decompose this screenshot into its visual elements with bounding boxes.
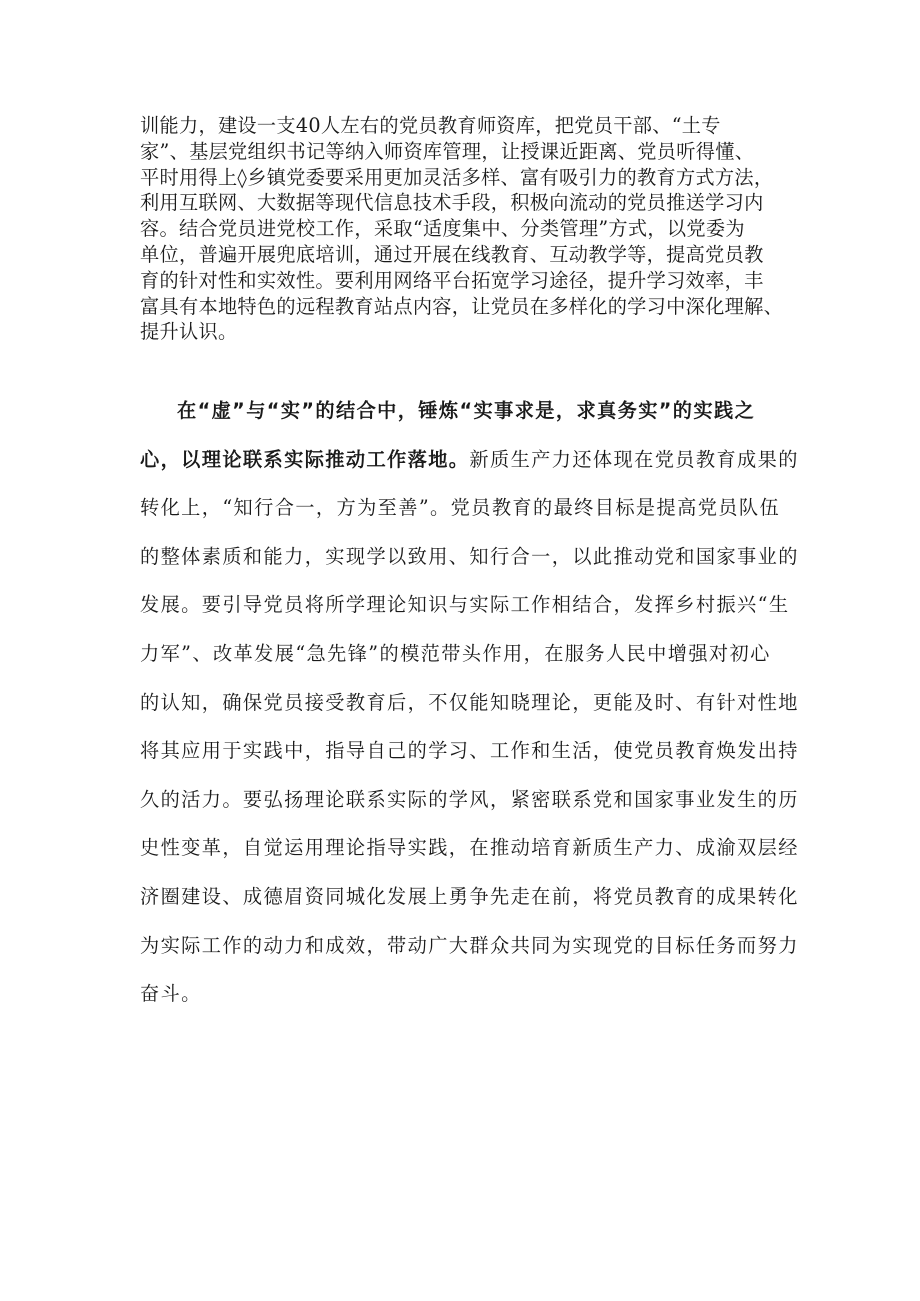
text-line: 富具有本地特色的远程教育站点内容，让党员在多样化的学习中深化理解、 [140,294,784,318]
text-line [140,436,799,485]
paragraph-2 [140,387,799,1019]
text-line: 转化上，“知行合一，方为至善”。党员教育的最终目标是提高党员队伍 [140,496,781,520]
text-line: 的认知，确保党员接受教育后，不仅能知晓理论，更能及时、有针对性地 [140,690,799,714]
text-line: 济圈建设、成德眉资同城化发展上勇争先走在前，将党员教育的成果转化 [140,884,799,908]
text-line: 单位，普遍开展兜底培训，通过开展在线教育、互动教学等，提高党员教 [140,242,764,266]
bold-heading-text: 在“虚”与“实”的结合中，锤炼“实事求是，求真务实”的实践之 [177,399,756,422]
body-text: 新质生产力还体现在党员教育成果的 [469,447,799,471]
text-line: 奋斗。 [140,982,202,1006]
text-line: 将其应用于实践中，指导自己的学习、工作和生活，使党员教育焕发出持 [140,739,799,763]
text-line: 史性变革，自觉运用理论指导实践，在推动培育新质生产力、成渝双层经 [140,836,799,860]
paragraph-1 [140,113,788,345]
text-line: 久的活力。要弘扬理论联系实际的学风，紧密联系党和国家事业发生的历 [140,787,799,811]
text-line: 的整体素质和能力，实现学以致用、知行合一，以此推动党和国家事业的 [140,544,799,568]
text-line: 为实际工作的动力和成效，带动广大群众共同为实现党的目标任务而努力 [140,933,799,957]
text-line: 家”、基层党组织书记等纳入师资库管理，让授课近距离、党员听得懂、 [140,139,755,163]
text-line: 训能力，建设一支40人左右的党员教育师资库，把党员干部、“土专 [140,114,721,137]
bold-heading-text: 心，以理论联系实际推动工作落地。 [140,447,470,471]
text-line: 提升认识。 [140,320,238,344]
text-line: 容。结合党员进党校工作，采取“适度集中、分类管理”方式，以党委为 [140,217,745,241]
text-line: 平时用得上◊乡镇党委要采用更加灵活多样、富有吸引力的教育方式方法， [140,165,774,189]
heading-line [140,387,788,436]
text-line: 育的针对性和实效性。要利用网络平台拓宽学习途径，提升学习效率，丰 [140,268,764,292]
text-line: 利用互联网、大数据等现代信息技术手段，积极向流动的党员推送学习内 [140,191,764,215]
text-line: 力军”、改革发展“急先锋”的模范带头作用，在服务人民中增强对初心 [140,641,771,665]
text-line: 发展。要引导党员将所学理论知识与实际工作相结合，发挥乡村振兴“生 [140,593,790,617]
